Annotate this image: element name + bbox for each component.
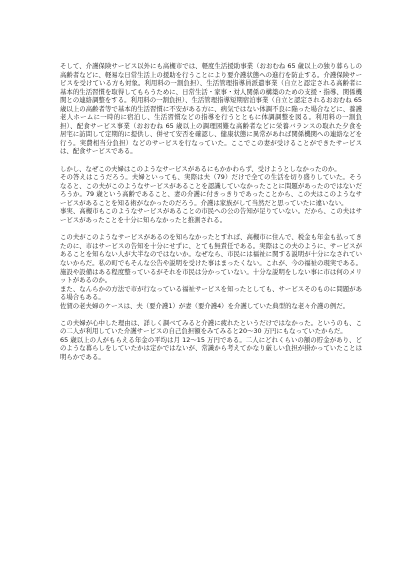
paragraph-community-services: そして、介護保険サービス以外にも高槻市では、軽度生活援助事業（おおむね 65 歳以上の独り暮らしの高齢者などに、軽易な日常生活上の援助を行うことにより要介護状態への進行を防止する。介護保険サービスを受けている方も対象。利用料の一割負担）、生活管理指導員派遣事業（自立と認定される高齢者に基本的生活習慣を取得してもらうために、日常生活・家事・対人関係の構築のための支援・指導、関係機関との連絡調整をする。利用料の一割負担）、生活管理指導短期宿泊事業（自立と認定されるおおむね 65 歳以上の高齢者等で基本的生活習慣に不安がある方に、病気ではない体調不良に陥った場合などに、養護老人ホームに一時的に宿泊し、生活習慣などの指導を行うとともに体調調整を図る。利用料の一割負担）、配食サービス事業（おおむね 65 歳以上の調理困難な高齢者などに栄養バランスの取れた夕食を 居宅に訪問して定期的に提供し、併せて安否を確認し、健康状態に異常があれば関係機関への連絡などを行う。実費相当分負担）などのサービスを行なっていた。ここでこの妻が受けることができたサービスは、配食サービスである。 <box>60 62 369 156</box>
paragraph-why-not-used: しかし、なぜこの夫婦はこのようなサービスがあるにもかかわらず、受けようとしなかったのか。 その答えはこうだろう。夫婦といっても、実際は夫（79）だけで全ての生活を切り盛りしていた。そうなると、この夫がこのようなサービスがあることを認識していなかったことに問題があったのではないだろうか。79 歳という高齢であること、妻の介護に付きっきりであったことから、この夫はこのようなサービスがあることを知る術がなかったのだろう。介護は家族がして当然だと思っていたに違いない。 事実、高槻市もこのようなサービスがあることの市民への公の告知が足りていない。だから、この夫はサービスがあったことを十分に知らなかったと推測される。 <box>60 164 362 224</box>
paragraph-city-responsibility: この夫がこのようなサービスがあるのを知らなかったとすれば、高槻市に住んで、税金も年金も払ってきたのに、市はサービスの告知を十分にせずに、とても無責任である。実際はこの夫のように、サービスがあることを知らない人が大半なのではないか。なぜなら、市民には福祉に関する説明が十分になされていないからだ。私の町でもそんな公告や説明を受けた事はまったくない。これが、今の福祉の現実である。施設や設備はある程度整っているがそれを市民は分かっていない。十分な説明をしない事に市は何のメリットがあるのか。 また、なんらかの方法で市が行なっている福祉サービスを知ったとしても、サービスそのものに問題がある場合もある。 佐賀の老夫婦のケースは、夫（要介護1）が妻（要介護4）を介護していた典型的な老々介護の例だ。 <box>60 233 362 310</box>
paragraph-cost-burden: この夫婦が心中した理由は、詳しく調べてみると介護に疲れたというだけではなかった。というのも、この二人が利用していた介護サービスの自己負担額をみてみると20〜30 万円にもなっていたからだ。 65 歳以上の人がもらえる年金の平均は月 12〜15 万円である。二人にどれくらいの額の貯金があり、どのような暮らしをしていたかは定かではないが、常識から考えてかなり厳しい負担が掛かっていたことは明らかである。 <box>60 318 362 361</box>
